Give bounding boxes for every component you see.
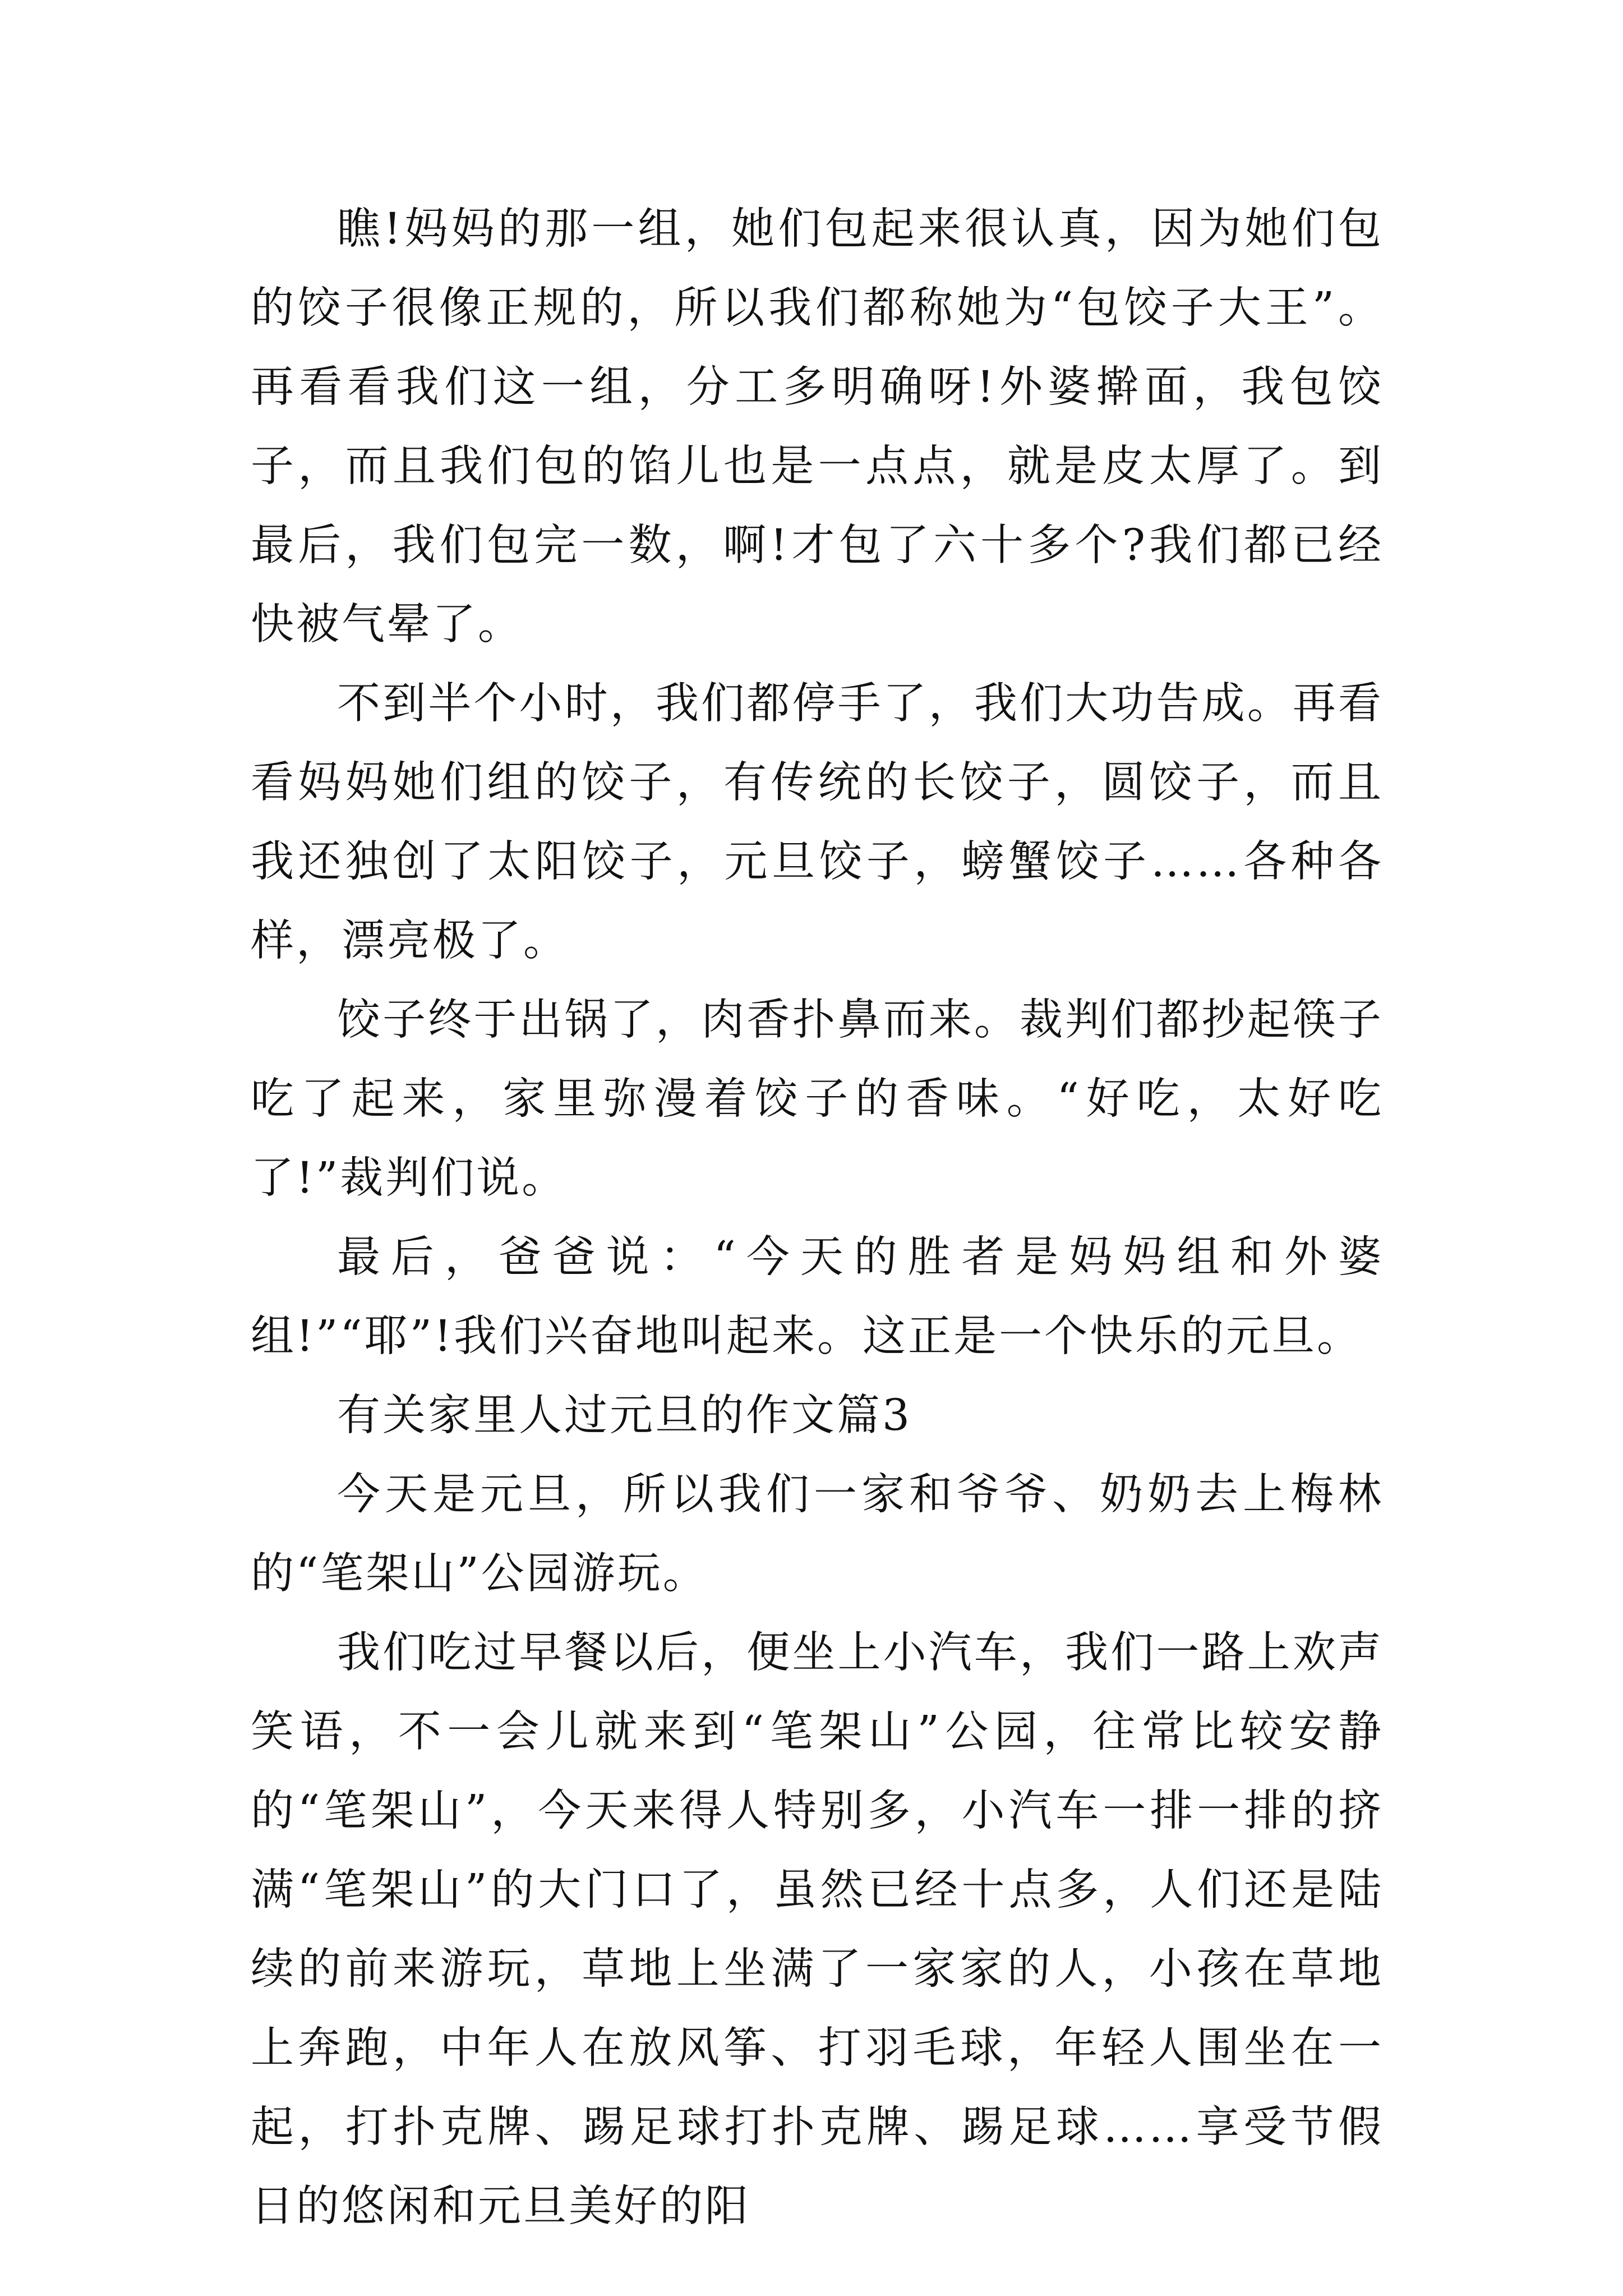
section-heading: 有关家里人过元旦的作文篇3 — [337, 1391, 912, 1441]
paragraph: 最后，爸爸说：“今天的胜者是妈妈组和外婆组!”“耶”!我们兴奋地叫起来。这正是一个快乐的元旦。 — [251, 1232, 1384, 1361]
paragraph: 我们吃过早餐以后，便坐上小汽车，我们一路上欢声笑语，不一会儿就来到“笔架山”公园，往常比较安静的“笔架山”，今天来得人特别多，小汽车一排一排的挤满“笔架山”的大门口了，虽然已经十点多，人们还是陆续的前来游玩，草地上坐满了一家家的人，小孩在草地上奔跑，中年人在放风筝、打羽毛球，年轻人围坐在一起，打扑克牌、踢足球打扑克牌、踢足球……享受节假日的悠闲和元旦美好的阳 — [251, 1628, 1384, 2231]
paragraph: 瞧!妈妈的那一组，她们包起来很认真，因为她们包的饺子很像正规的，所以我们都称她为“包饺子大王”。再看看我们这一组，分工多明确呀!外婆擀面，我包饺子，而且我们包的馅儿也是一点点，就是皮太厚了。到最后，我们包完一数，啊!才包了六十多个?我们都已经快被气晕了。 — [251, 204, 1384, 650]
paragraph: 不到半个小时，我们都停手了，我们大功告成。再看看妈妈她们组的饺子，有传统的长饺子，圆饺子，而且我还独创了太阳饺子，元旦饺子，螃蟹饺子……各种各样，漂亮极了。 — [251, 679, 1384, 966]
paragraph: 今天是元旦，所以我们一家和爷爷、奶奶去上梅林的“笔架山”公园游玩。 — [251, 1470, 1384, 1599]
document-body — [251, 190, 1384, 2246]
paragraph: 饺子终于出锅了，肉香扑鼻而来。裁判们都抄起筷子吃了起来，家里弥漫着饺子的香味。“好吃，太好吃了!”裁判们说。 — [251, 995, 1384, 1203]
